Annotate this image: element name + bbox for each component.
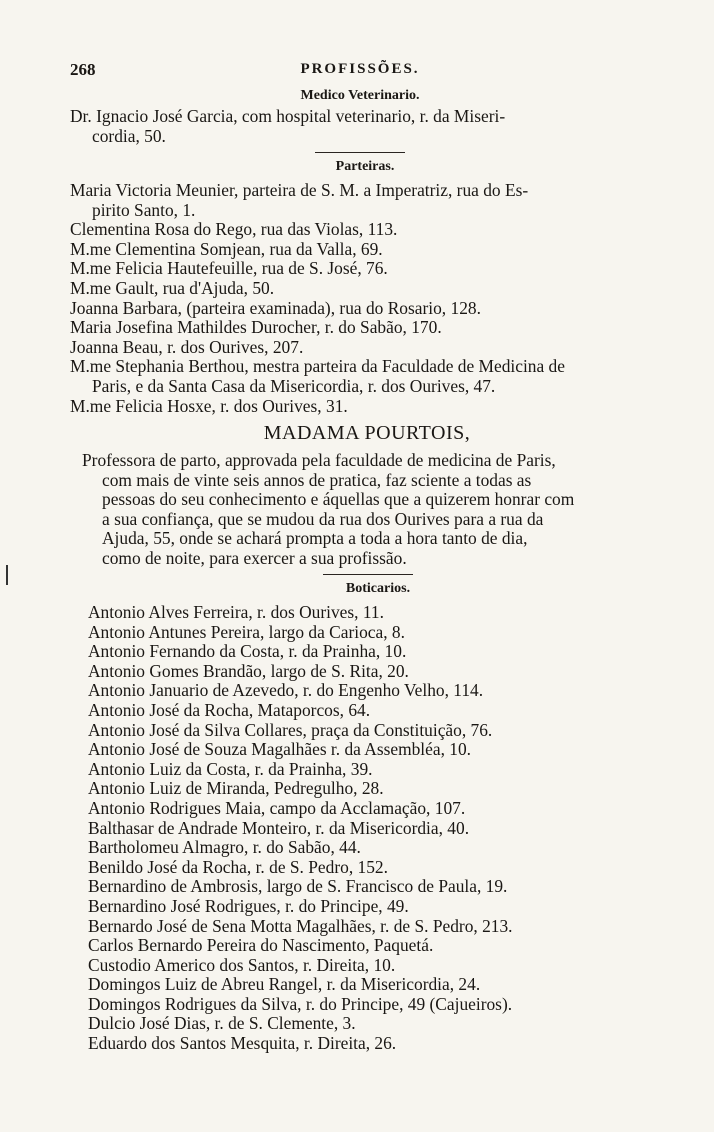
list-item: Antonio Alves Ferreira, r. dos Ourives, 11. xyxy=(88,602,384,622)
advert-text xyxy=(82,451,652,569)
list-item: Bernardo José de Sena Motta Magalhães, r. de S. Pedro, 213. xyxy=(88,915,513,936)
list-item: Antonio José de Souza Magalhães r. da Assembléa, 10. xyxy=(88,739,472,760)
list-item: Eduardo dos Santos Mesquita, r. Direita, 26. xyxy=(88,1033,397,1054)
entry-line: M.me Clementina Somjean, rua da Valla, 69. xyxy=(70,238,383,259)
section-veterinario xyxy=(70,88,650,146)
list-item: Antonio Luiz da Costa, r. da Prainha, 39. xyxy=(88,758,373,779)
entry-line: Maria Victoria Meunier, parteira de S. M. a Imperatriz, rua do Es- xyxy=(70,180,529,200)
entry-line: Joanna Beau, r. dos Ourives, 207. xyxy=(70,336,304,357)
entry-line: pirito Santo, 1. xyxy=(92,199,196,220)
list-item: Balthasar de Andrade Monteiro, r. da Misericordia, 40. xyxy=(88,817,470,838)
section-parteiras xyxy=(70,148,660,416)
list-item: Benildo José da Rocha, r. de S. Pedro, 152. xyxy=(88,856,388,877)
margin-mark xyxy=(6,565,8,585)
entry-line: M.me Felicia Hautefeuille, rua de S. José, 76. xyxy=(70,258,388,279)
list-item: Domingos Rodrigues da Silva, r. do Principe, 49 (Cajueiros). xyxy=(88,993,513,1014)
list-item: Domingos Luiz de Abreu Rangel, r. da Misericordia, 24. xyxy=(88,974,481,995)
section-title: Medico Veterinario. xyxy=(300,88,420,103)
entry-line: M.me Stephania Berthou, mestra parteira da Faculdade de Medicina de xyxy=(70,356,565,377)
entry-line: Maria Josefina Mathildes Durocher, r. do Sabão, 170. xyxy=(70,317,442,338)
running-title: PROFISSÕES. xyxy=(300,61,420,77)
entry-line: Clementina Rosa do Rego, rua das Violas, 113. xyxy=(70,219,398,240)
list-item: Carlos Bernardo Pereira do Nascimento, Paquetá. xyxy=(88,935,434,956)
entry-line: Dr. Ignacio José Garcia, com hospital veterinario, r. da Miseri- xyxy=(70,106,506,126)
advert-line: com mais de vinte seis annos de pratica, faz sciente a todas as xyxy=(102,469,532,490)
page-number: 268 xyxy=(70,60,96,79)
list-item: Dulcio José Dias, r. de S. Clemente, 3. xyxy=(88,1013,356,1034)
list-item: Antonio Luiz de Miranda, Pedregulho, 28. xyxy=(88,778,384,799)
advertisement xyxy=(82,422,652,569)
entry-line: M.me Gault, rua d'Ajuda, 50. xyxy=(70,277,275,298)
advert-line: Professora de parto, approvada pela faculdade de medicina de Paris, xyxy=(82,450,556,470)
entry-line: cordia, 50. xyxy=(92,125,166,146)
entries-list xyxy=(88,603,668,1054)
section-title: Parteiras. xyxy=(335,159,395,174)
list-item: Bernardino José Rodrigues, r. do Principe, 49. xyxy=(88,895,409,916)
section-rule xyxy=(323,574,413,575)
advert-line: a sua confiança, que se mudou da rua dos Ourives para a rua da xyxy=(102,508,544,529)
entry-line: Joanna Barbara, (parteira examinada), rua do Rosario, 128. xyxy=(70,297,481,318)
advert-name: MADAMA POURTOIS, xyxy=(263,422,471,444)
list-item: Bernardino de Ambrosis, largo de S. Francisco de Paula, 19. xyxy=(88,876,508,897)
section-rule xyxy=(315,152,405,153)
entry-line: M.me Felicia Hosxe, r. dos Ourives, 31. xyxy=(70,395,348,416)
list-item: Antonio Fernando da Costa, r. da Prainha, 10. xyxy=(88,641,407,662)
list-item: Antonio Antunes Pereira, largo da Carioca, 8. xyxy=(88,621,405,642)
entries-list xyxy=(70,181,660,416)
page-header xyxy=(70,60,650,82)
advert-line: Ajuda, 55, onde se achará prompta a toda a hora tanto de dia, xyxy=(102,528,528,549)
list-item: Antonio Januario de Azevedo, r. do Engenho Velho, 114. xyxy=(88,680,484,701)
advert-line: pessoas do seu conhecimento e áquellas que a quizerem honrar com xyxy=(102,489,575,510)
advert-line: como de noite, para exercer a sua profissão. xyxy=(102,547,407,568)
list-item: Antonio Gomes Brandão, largo de S. Rita, 20. xyxy=(88,660,409,681)
section-title: Boticarios. xyxy=(345,581,411,596)
list-item: Antonio Rodrigues Maia, campo da Acclamação, 107. xyxy=(88,797,466,818)
entry-line: Paris, e da Santa Casa da Misericordia, r. dos Ourives, 47. xyxy=(92,375,496,396)
section-boticarios xyxy=(88,570,668,1054)
list-item: Bartholomeu Almagro, r. do Sabão, 44. xyxy=(88,837,361,858)
list-item: Custodio Americo dos Santos, r. Direita, 10. xyxy=(88,954,396,975)
list-item: Antonio José da Rocha, Mataporcos, 64. xyxy=(88,699,371,720)
list-item: Antonio José da Silva Collares, praça da Constituição, 76. xyxy=(88,719,493,740)
